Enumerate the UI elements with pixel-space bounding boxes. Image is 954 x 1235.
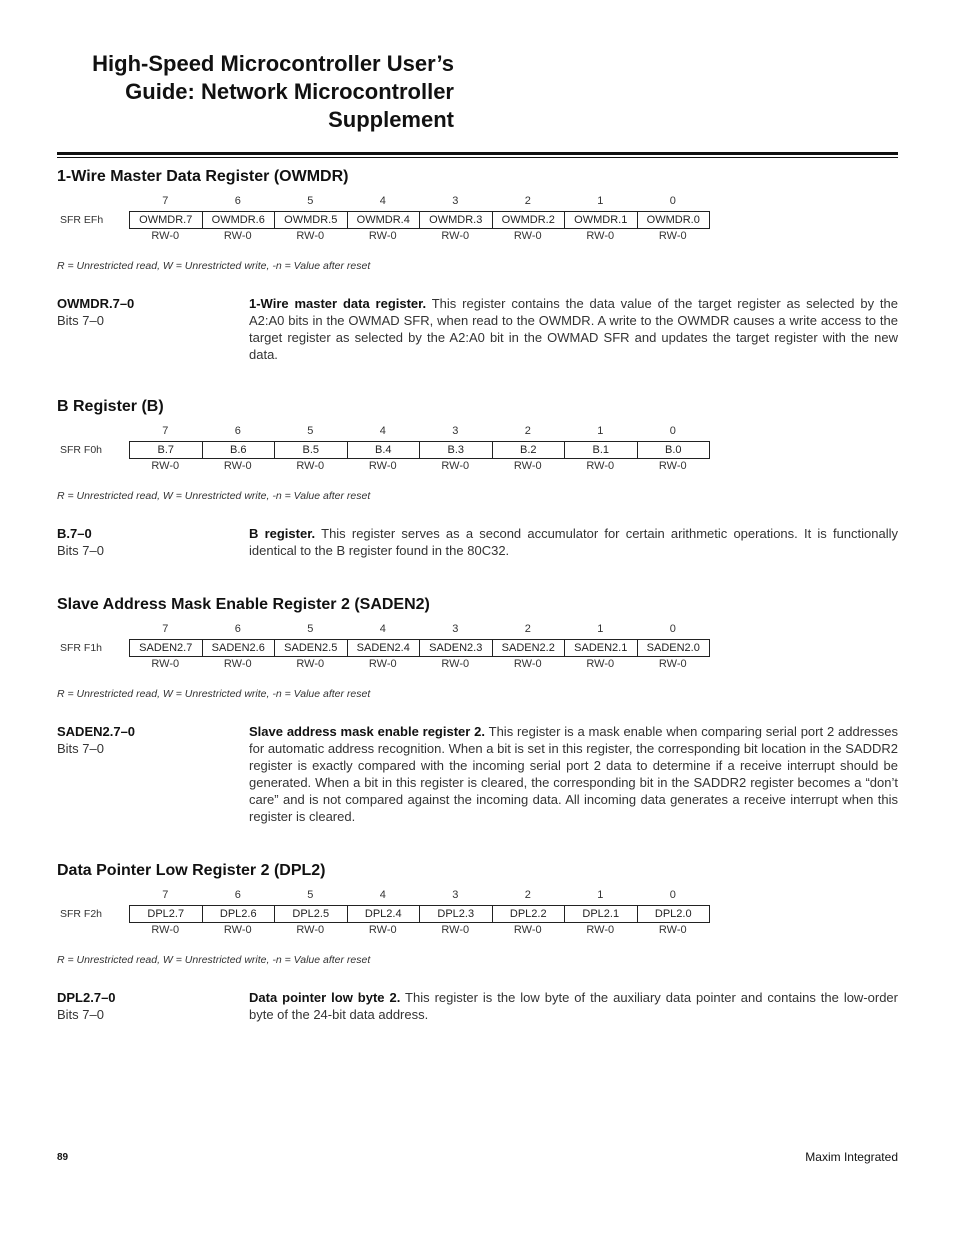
access-value: RW-0 [658, 460, 687, 472]
register-cell: OWMDR.4 [348, 212, 421, 228]
field-bits: Bits 7–0 [57, 1007, 104, 1022]
page-number: 89 [57, 1152, 69, 1163]
sfr-address: SFR F2h [60, 908, 103, 920]
access-value: RW-0 [223, 460, 252, 472]
access-value: RW-0 [223, 230, 252, 242]
section-title: B Register (B) [57, 398, 164, 415]
access-value: RW-0 [441, 460, 470, 472]
bit-number: 2 [524, 889, 531, 901]
access-value: RW-0 [658, 658, 687, 670]
access-row [129, 230, 709, 242]
header-rule-thin [57, 157, 898, 158]
field-text [249, 295, 898, 363]
bit-number: 1 [597, 195, 604, 207]
bit-number: 3 [452, 623, 459, 635]
access-value: RW-0 [513, 230, 542, 242]
sfr-address: SFR F0h [60, 444, 103, 456]
field-text [249, 723, 898, 825]
register-cell: SADEN2.7 [130, 640, 203, 656]
field-name: DPL2.7–0 [57, 990, 116, 1005]
register-cells [129, 441, 710, 459]
bit-number: 5 [307, 195, 314, 207]
register-cell: B.4 [348, 442, 421, 458]
register-cell: B.1 [565, 442, 638, 458]
bit-numbers [129, 195, 709, 207]
bit-number: 5 [307, 425, 314, 437]
bit-number: 7 [162, 889, 169, 901]
document-title [40, 50, 454, 134]
field-description [57, 723, 898, 825]
register-cell: SADEN2.2 [493, 640, 566, 656]
field-heading: Data pointer low byte 2. [249, 990, 401, 1005]
section-b-register [57, 396, 898, 559]
bit-number: 4 [379, 889, 386, 901]
access-value: RW-0 [586, 460, 615, 472]
register-cell: DPL2.5 [275, 906, 348, 922]
bit-number: 1 [597, 425, 604, 437]
section-dpl2 [57, 860, 898, 1023]
bit-number: 2 [524, 623, 531, 635]
field-body: This register contains the data value of the target register as selected by the A2:A0 bits in the OWMAD SFR, when read to the OWMDR. A write to the OWMDR causes a write access to the target register as selected by the A2:A0 bit in the OWMAD SFR and updates the target register with the new data. [249, 296, 898, 362]
register-cell: OWMDR.2 [493, 212, 566, 228]
access-value: RW-0 [368, 924, 397, 936]
access-value: RW-0 [513, 924, 542, 936]
title-line-1: High-Speed Microcontroller User’s [92, 51, 454, 76]
access-value: RW-0 [441, 230, 470, 242]
access-value: RW-0 [368, 658, 397, 670]
register-legend: R = Unrestricted read, W = Unrestricted write, -n = Value after reset [57, 688, 371, 700]
bit-number: 4 [379, 623, 386, 635]
access-value: RW-0 [296, 230, 325, 242]
register-diagram [57, 889, 898, 953]
bit-number: 1 [597, 623, 604, 635]
access-value: RW-0 [151, 924, 180, 936]
register-cell: OWMDR.0 [638, 212, 711, 228]
register-cell: B.6 [203, 442, 276, 458]
register-cells [129, 211, 710, 229]
bit-number: 7 [162, 195, 169, 207]
access-value: RW-0 [151, 658, 180, 670]
section-title: Slave Address Mask Enable Register 2 (SADEN2) [57, 596, 430, 613]
access-value: RW-0 [296, 460, 325, 472]
register-cell: DPL2.0 [638, 906, 711, 922]
field-body: This register is a mask enable when comparing serial port 2 addresses for automatic address recognition. When a bit is set in this register, the corresponding bit location in the SADDR2 register is exactly compared with the incoming serial port 2 data to determine if a receive interrupt should be generated. When a bit in this register is cleared, the corresponding bit in the SADDR2 register becomes a “don’t care” and is not compared against the incoming data. All incoming data generates a receive interrupt when this register is cleared. [249, 724, 899, 824]
access-value: RW-0 [441, 924, 470, 936]
section-title: 1-Wire Master Data Register (OWMDR) [57, 168, 349, 185]
register-cell: DPL2.3 [420, 906, 493, 922]
access-row [129, 924, 709, 936]
field-name: B.7–0 [57, 526, 92, 541]
field-heading: Slave address mask enable register 2. [249, 724, 486, 739]
bit-number: 4 [379, 195, 386, 207]
register-cell: SADEN2.6 [203, 640, 276, 656]
field-description [57, 295, 898, 363]
register-cells [129, 639, 710, 657]
register-cell: B.3 [420, 442, 493, 458]
register-cell: OWMDR.3 [420, 212, 493, 228]
access-value: RW-0 [513, 658, 542, 670]
access-value: RW-0 [658, 924, 687, 936]
field-text [249, 989, 898, 1023]
field-name: OWMDR.7–0 [57, 296, 135, 311]
register-diagram [57, 425, 898, 489]
register-cell: DPL2.7 [130, 906, 203, 922]
register-cell: B.2 [493, 442, 566, 458]
bit-number: 5 [307, 889, 314, 901]
bit-number: 0 [669, 425, 676, 437]
register-cell: DPL2.1 [565, 906, 638, 922]
bit-number: 7 [162, 425, 169, 437]
field-bits: Bits 7–0 [57, 741, 104, 756]
register-cell: DPL2.4 [348, 906, 421, 922]
bit-number: 3 [452, 889, 459, 901]
bit-number: 7 [162, 623, 169, 635]
access-value: RW-0 [586, 230, 615, 242]
bit-numbers [129, 889, 709, 901]
access-value: RW-0 [151, 460, 180, 472]
register-cell: B.0 [638, 442, 711, 458]
title-line-3: Supplement [328, 107, 454, 132]
bit-number: 6 [234, 425, 241, 437]
register-cell: SADEN2.5 [275, 640, 348, 656]
access-value: RW-0 [223, 924, 252, 936]
bit-number: 2 [524, 195, 531, 207]
sfr-address: SFR EFh [60, 214, 104, 226]
access-value: RW-0 [586, 658, 615, 670]
access-value: RW-0 [658, 230, 687, 242]
access-value: RW-0 [151, 230, 180, 242]
register-cell: SADEN2.0 [638, 640, 711, 656]
access-value: RW-0 [223, 658, 252, 670]
section-saden2 [57, 594, 898, 825]
field-description [57, 525, 898, 559]
field-bits: Bits 7–0 [57, 313, 104, 328]
bit-numbers [129, 425, 709, 437]
section-owmdr [57, 166, 898, 363]
field-description [57, 989, 898, 1023]
sfr-address: SFR F1h [60, 642, 103, 654]
bit-numbers [129, 623, 709, 635]
bit-number: 6 [234, 195, 241, 207]
register-cells [129, 905, 710, 923]
bit-number: 0 [669, 889, 676, 901]
register-cell: OWMDR.6 [203, 212, 276, 228]
register-legend: R = Unrestricted read, W = Unrestricted write, -n = Value after reset [57, 954, 371, 966]
bit-number: 0 [669, 195, 676, 207]
register-cell: B.7 [130, 442, 203, 458]
register-cell: OWMDR.7 [130, 212, 203, 228]
access-value: RW-0 [368, 230, 397, 242]
register-cell: SADEN2.3 [420, 640, 493, 656]
field-body: This register serves as a second accumulator for certain arithmetic operations. It is functionally identical to the B register found in the 80C32. [249, 526, 898, 558]
register-cell: OWMDR.1 [565, 212, 638, 228]
field-body: This register is the low byte of the auxiliary data pointer and contains the low-order byte of the 24-bit data address. [249, 990, 898, 1022]
bit-number: 3 [452, 195, 459, 207]
access-row [129, 658, 709, 670]
field-bits: Bits 7–0 [57, 543, 104, 558]
register-cell: DPL2.2 [493, 906, 566, 922]
company-name: Maxim Integrated [805, 1150, 898, 1164]
register-cell: DPL2.6 [203, 906, 276, 922]
access-value: RW-0 [368, 460, 397, 472]
bit-number: 6 [234, 889, 241, 901]
bit-number: 0 [669, 623, 676, 635]
access-row [129, 460, 709, 472]
access-value: RW-0 [586, 924, 615, 936]
access-value: RW-0 [296, 924, 325, 936]
title-line-2: Guide: Network Microcontroller [125, 79, 454, 104]
register-cell: SADEN2.4 [348, 640, 421, 656]
register-cell: OWMDR.5 [275, 212, 348, 228]
field-heading: 1-Wire master data register. [249, 296, 427, 311]
bit-number: 1 [597, 889, 604, 901]
register-legend: R = Unrestricted read, W = Unrestricted write, -n = Value after reset [57, 490, 371, 502]
register-diagram [57, 623, 898, 687]
field-text [249, 525, 898, 559]
bit-number: 3 [452, 425, 459, 437]
access-value: RW-0 [296, 658, 325, 670]
register-cell: SADEN2.1 [565, 640, 638, 656]
register-cell: B.5 [275, 442, 348, 458]
bit-number: 2 [524, 425, 531, 437]
access-value: RW-0 [441, 658, 470, 670]
register-legend: R = Unrestricted read, W = Unrestricted write, -n = Value after reset [57, 260, 371, 272]
register-diagram [57, 195, 898, 259]
header-rule-thick [57, 152, 898, 155]
bit-number: 6 [234, 623, 241, 635]
field-heading: B register. [249, 526, 316, 541]
access-value: RW-0 [513, 460, 542, 472]
bit-number: 5 [307, 623, 314, 635]
bit-number: 4 [379, 425, 386, 437]
field-name: SADEN2.7–0 [57, 724, 136, 739]
section-title: Data Pointer Low Register 2 (DPL2) [57, 862, 326, 879]
